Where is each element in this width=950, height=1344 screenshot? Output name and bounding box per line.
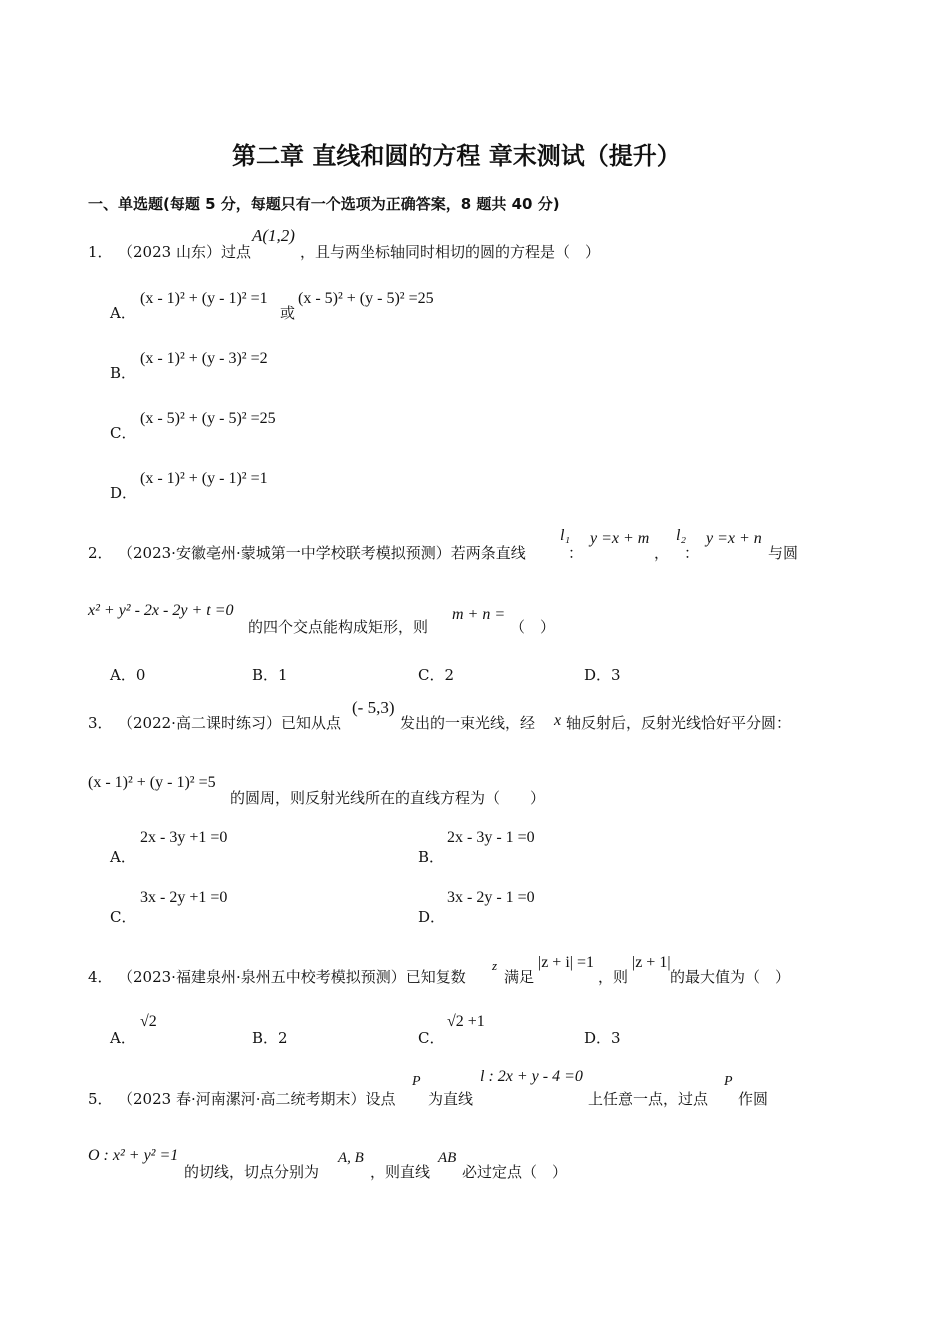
- option-label: C．: [418, 1029, 445, 1047]
- option-label: A．: [110, 1029, 136, 1047]
- question-text: 的切线，切点分别为: [184, 1163, 320, 1181]
- question-text: 发出的一束光线，经: [400, 714, 536, 732]
- math-line-l1: l₁: [560, 527, 571, 544]
- question-source: （2022·高二课时练习）已知从点: [118, 714, 341, 732]
- option-label: B．: [418, 848, 445, 866]
- question-text: 的四个交点能构成矩形，则: [248, 618, 429, 636]
- question-number: 4．: [88, 968, 113, 986]
- option-math: 2x - 3y +1 =0: [140, 829, 228, 846]
- math-equation: m + n =: [452, 606, 506, 623]
- option-math: (x - 1)² + (y - 3)² =2: [140, 350, 268, 367]
- option-math: √2 +1: [447, 1013, 485, 1030]
- math-equation: y =x + n: [706, 530, 762, 547]
- option-label: B．1: [252, 666, 288, 684]
- question-text: 必过定点（ ）: [462, 1163, 568, 1181]
- question-text: 轴反射后，反射光线恰好平分圆：: [566, 714, 792, 732]
- question-source: （2023 山东）过点: [118, 243, 251, 261]
- math-equation: (x - 1)² + (y - 1)² =5: [88, 774, 216, 791]
- option-math: (x - 5)² + (y - 5)² =25: [298, 290, 434, 307]
- option-label: A．0: [110, 666, 146, 684]
- math-point: A(1,2): [252, 226, 295, 245]
- option-math: 2x - 3y - 1 =0: [447, 829, 535, 846]
- question-text: 上任意一点，过点: [588, 1090, 709, 1108]
- math-line-l2: l₂: [676, 527, 687, 544]
- option-label: D．3: [584, 666, 621, 684]
- option-math: 3x - 2y +1 =0: [140, 889, 228, 906]
- math-var: x: [554, 712, 562, 729]
- math-equation: |z + 1|: [632, 954, 671, 971]
- math-point: (- 5,3): [352, 698, 395, 717]
- option-label: C．2: [418, 666, 455, 684]
- math-equation: x² + y² - 2x - 2y + t =0: [88, 602, 234, 619]
- question-text: ，则: [598, 968, 629, 986]
- option-label: D．: [110, 484, 138, 502]
- math-var: P: [724, 1074, 733, 1089]
- question-text: 为直线: [428, 1090, 474, 1108]
- page-title: 第二章 直线和圆的方程 章末测试（提升）: [232, 142, 681, 170]
- option-label: A．: [110, 848, 136, 866]
- question-source: （2023·福建泉州·泉州五中校考模拟预测）已知复数: [118, 968, 466, 986]
- question-text: ：: [568, 544, 584, 562]
- question-text: （ ）: [510, 618, 556, 636]
- math-points: A, B: [338, 1150, 364, 1166]
- option-math: (x - 5)² + (y - 5)² =25: [140, 410, 276, 427]
- option-text: 或: [280, 304, 296, 322]
- math-line: AB: [438, 1150, 457, 1166]
- option-label: B．2: [252, 1029, 288, 1047]
- option-math: (x - 1)² + (y - 1)² =1: [140, 290, 268, 307]
- option-label: A．: [110, 304, 136, 322]
- option-label: D．3: [584, 1029, 621, 1047]
- math-var: z: [492, 958, 498, 973]
- question-text: 的圆周，则反射光线所在的直线方程为（ ）: [230, 789, 546, 807]
- math-var: P: [412, 1074, 421, 1089]
- question-number: 3．: [88, 714, 113, 732]
- question-source: （2023 春·河南漯河·高二统考期末）设点: [118, 1090, 396, 1108]
- question-source: （2023·安徽亳州·蒙城第一中学校联考模拟预测）若两条直线: [118, 544, 526, 562]
- question-text: 作圆: [738, 1090, 769, 1108]
- question-text: ，且与两坐标轴同时相切的圆的方程是（ ）: [300, 243, 601, 261]
- option-label: B．: [110, 364, 137, 382]
- question-number: 5．: [88, 1090, 113, 1108]
- question-text: 满足: [504, 968, 535, 986]
- question-number: 2．: [88, 544, 113, 562]
- question-text: 与圆: [768, 544, 799, 562]
- option-math: √2: [140, 1013, 157, 1030]
- math-equation: O : x² + y² =1: [88, 1147, 179, 1164]
- math-equation: l : 2x + y - 4 =0: [480, 1068, 583, 1085]
- option-label: C．: [110, 424, 137, 442]
- question-number: 1．: [88, 243, 113, 261]
- option-math: (x - 1)² + (y - 1)² =1: [140, 470, 268, 487]
- section-heading: 一、单选题(每题 5 分，每题只有一个选项为正确答案，8 题共 40 分): [88, 195, 560, 213]
- question-text: 的最大值为（ ）: [670, 968, 791, 986]
- math-equation: |z + i| =1: [538, 954, 594, 971]
- math-equation: y =x + m: [590, 530, 650, 547]
- question-text: ：: [684, 544, 700, 562]
- option-math: 3x - 2y - 1 =0: [447, 889, 535, 906]
- question-text: ，则直线: [370, 1163, 431, 1181]
- question-text: ，: [654, 544, 670, 562]
- option-label: D．: [418, 908, 446, 926]
- option-label: C．: [110, 908, 137, 926]
